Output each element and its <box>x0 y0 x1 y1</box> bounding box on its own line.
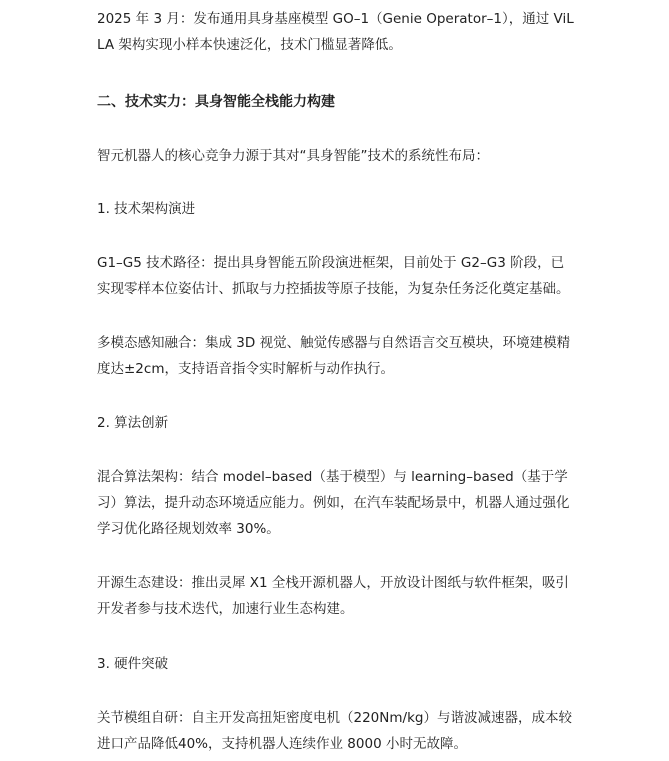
paragraph-open-source: 开源生态建设：推出灵犀 X1 全栈开源机器人，开放设计图纸与软件框架，吸引开发者参与技术迭代，加速行业生态构建。 <box>97 575 569 617</box>
section-heading-tech-strength: 二、技术实力：具身智能全栈能力构建 <box>97 94 335 110</box>
paragraph-multimodal: 多模态感知融合：集成 3D 视觉、触觉传感器与自然语言交互模块，环境建模精度达±2cm，支持语音指令实时解析与动作执行。 <box>97 335 571 377</box>
paragraph-g1-g5-path: G1–G5 技术路径：提出具身智能五阶段演进框架，目前处于 G2–G3 阶段，已实现零样本位姿估计、抓取与力控插拔等原子技能，为复杂任务泛化奠定基础。 <box>97 255 570 297</box>
subheading-algorithm: 2. 算法创新 <box>97 415 169 431</box>
paragraph-go1-release: 2025 年 3 月：发布通用具身基座模型 GO–1（Genie Operator–1），通过 ViLLA 架构实现小样本快速泛化，技术门槛显著降低。 <box>97 11 574 53</box>
subheading-hardware: 3. 硬件突破 <box>97 656 169 672</box>
paragraph-intro: 智元机器人的核心竞争力源于其对“具身智能”技术的系统性布局： <box>97 148 489 164</box>
paragraph-hybrid-algorithm: 混合算法架构：结合 model–based（基于模型）与 learning–based（基于学习）算法，提升动态环境适应能力。例如，在汽车装配场景中，机器人通过强化学习优化路径规划效率 30%。 <box>97 469 570 537</box>
paragraph-joint-module: 关节模组自研：自主开发高扭矩密度电机（220Nm/kg）与谐波减速器，成本较进口产品降低40%，支持机器人连续作业 8000 小时无故障。 <box>97 710 572 752</box>
subheading-architecture: 1. 技术架构演进 <box>97 201 196 217</box>
